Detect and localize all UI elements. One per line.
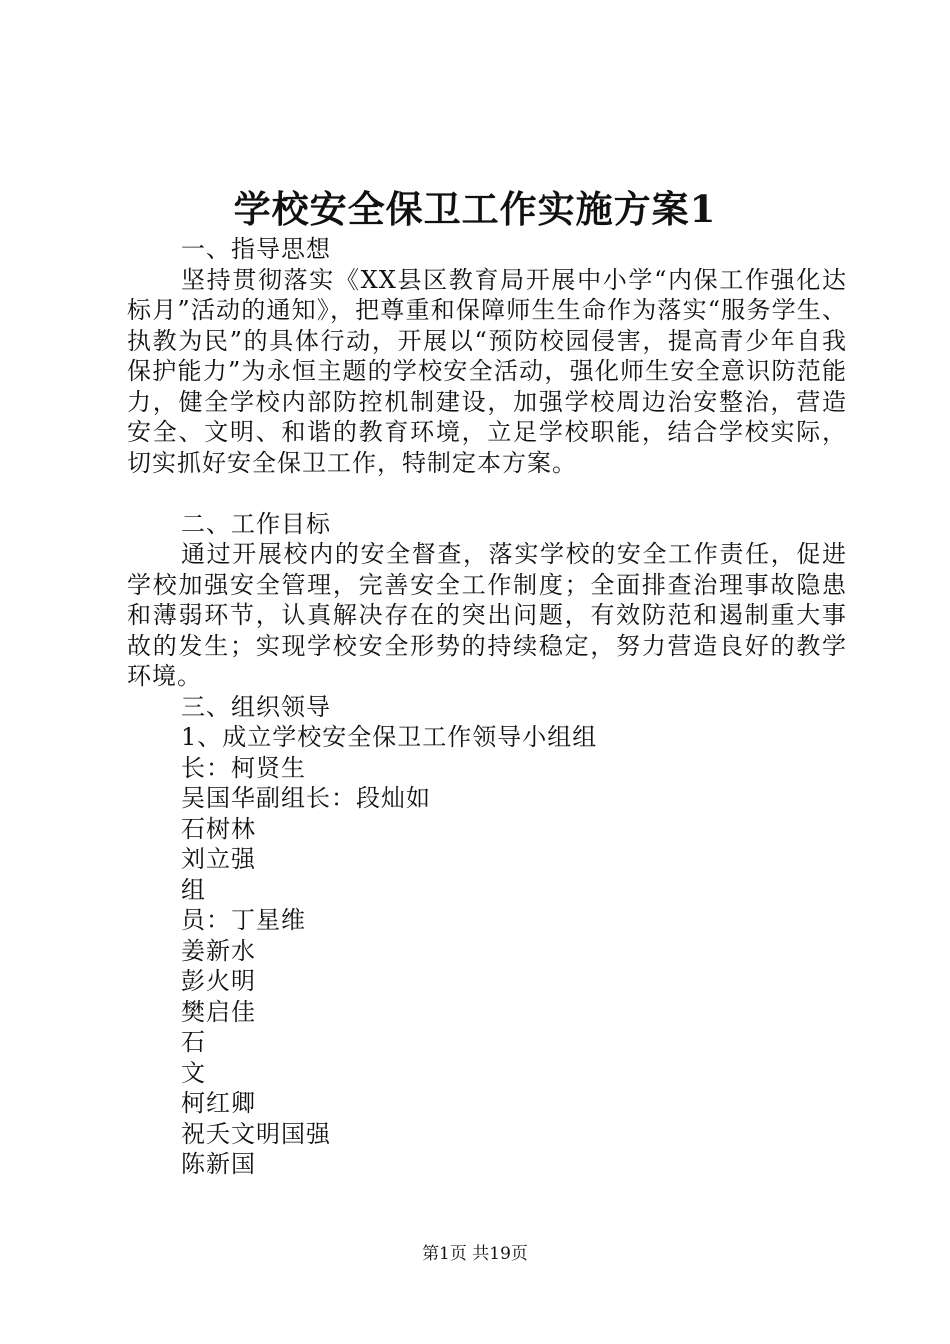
org-line: 陈新国: [181, 1150, 256, 1178]
org-line: 1、成立学校安全保卫工作领导小组组: [181, 723, 598, 751]
org-line: 组: [181, 875, 206, 904]
org-line: 员：丁星维: [181, 906, 306, 934]
section-heading-organization: 三、组织领导: [181, 692, 331, 721]
org-line: 石树林: [181, 814, 256, 843]
org-line: 樊启佳: [181, 997, 256, 1026]
org-line: 祝夭文明国强: [181, 1119, 331, 1148]
org-line: 柯红卿: [181, 1089, 256, 1117]
document-body: [127, 234, 847, 1180]
org-line: 长：柯贤生: [181, 753, 306, 782]
section-heading-work-goals: 二、工作目标: [181, 509, 331, 538]
org-line: 姜新水: [181, 936, 256, 965]
section-paragraph-work-goals: 通过开展校内的安全督查，落实学校的安全工作责任，促进学校加强安全管理，完善安全工作制度；全面排查治理事故隐患和薄弱环节，认真解决存在的突出问题，有效防范和遏制重大事故的发生；实现学校安全形势的持续稳定，努力营造良好的教学环境。: [127, 540, 847, 690]
paragraph-spacer: [127, 478, 847, 509]
document-title: 学校安全保卫工作实施方案1: [233, 187, 717, 231]
section-heading-guiding-principle: 一、指导思想: [181, 235, 331, 263]
page-number-footer: 第1页 共19页: [422, 1244, 528, 1264]
org-line: 石: [181, 1028, 206, 1056]
org-line: 刘立强: [181, 845, 256, 873]
org-line: 文: [181, 1058, 206, 1087]
org-line: 彭火明: [181, 967, 256, 995]
section-paragraph-guiding-principle: 坚持贯彻落实《XX县区教育局开展中小学“内保工作强化达标月”活动的通知》，把尊重和保障师生生命作为落实“服务学生、执教为民”的具体行动，开展以“预防校园侵害，提高青少年自我保护能力”为永恒主题的学校安全活动，强化师生安全意识防范能力，健全学校内部防控机制建设，加强学校周边治安整治，营造安全、文明、和谐的教育环境，立足学校职能，结合学校实际，切实抓好安全保卫工作，特制定本方案。: [127, 265, 847, 477]
org-line: 吴国华副组长：段灿如: [181, 784, 431, 812]
